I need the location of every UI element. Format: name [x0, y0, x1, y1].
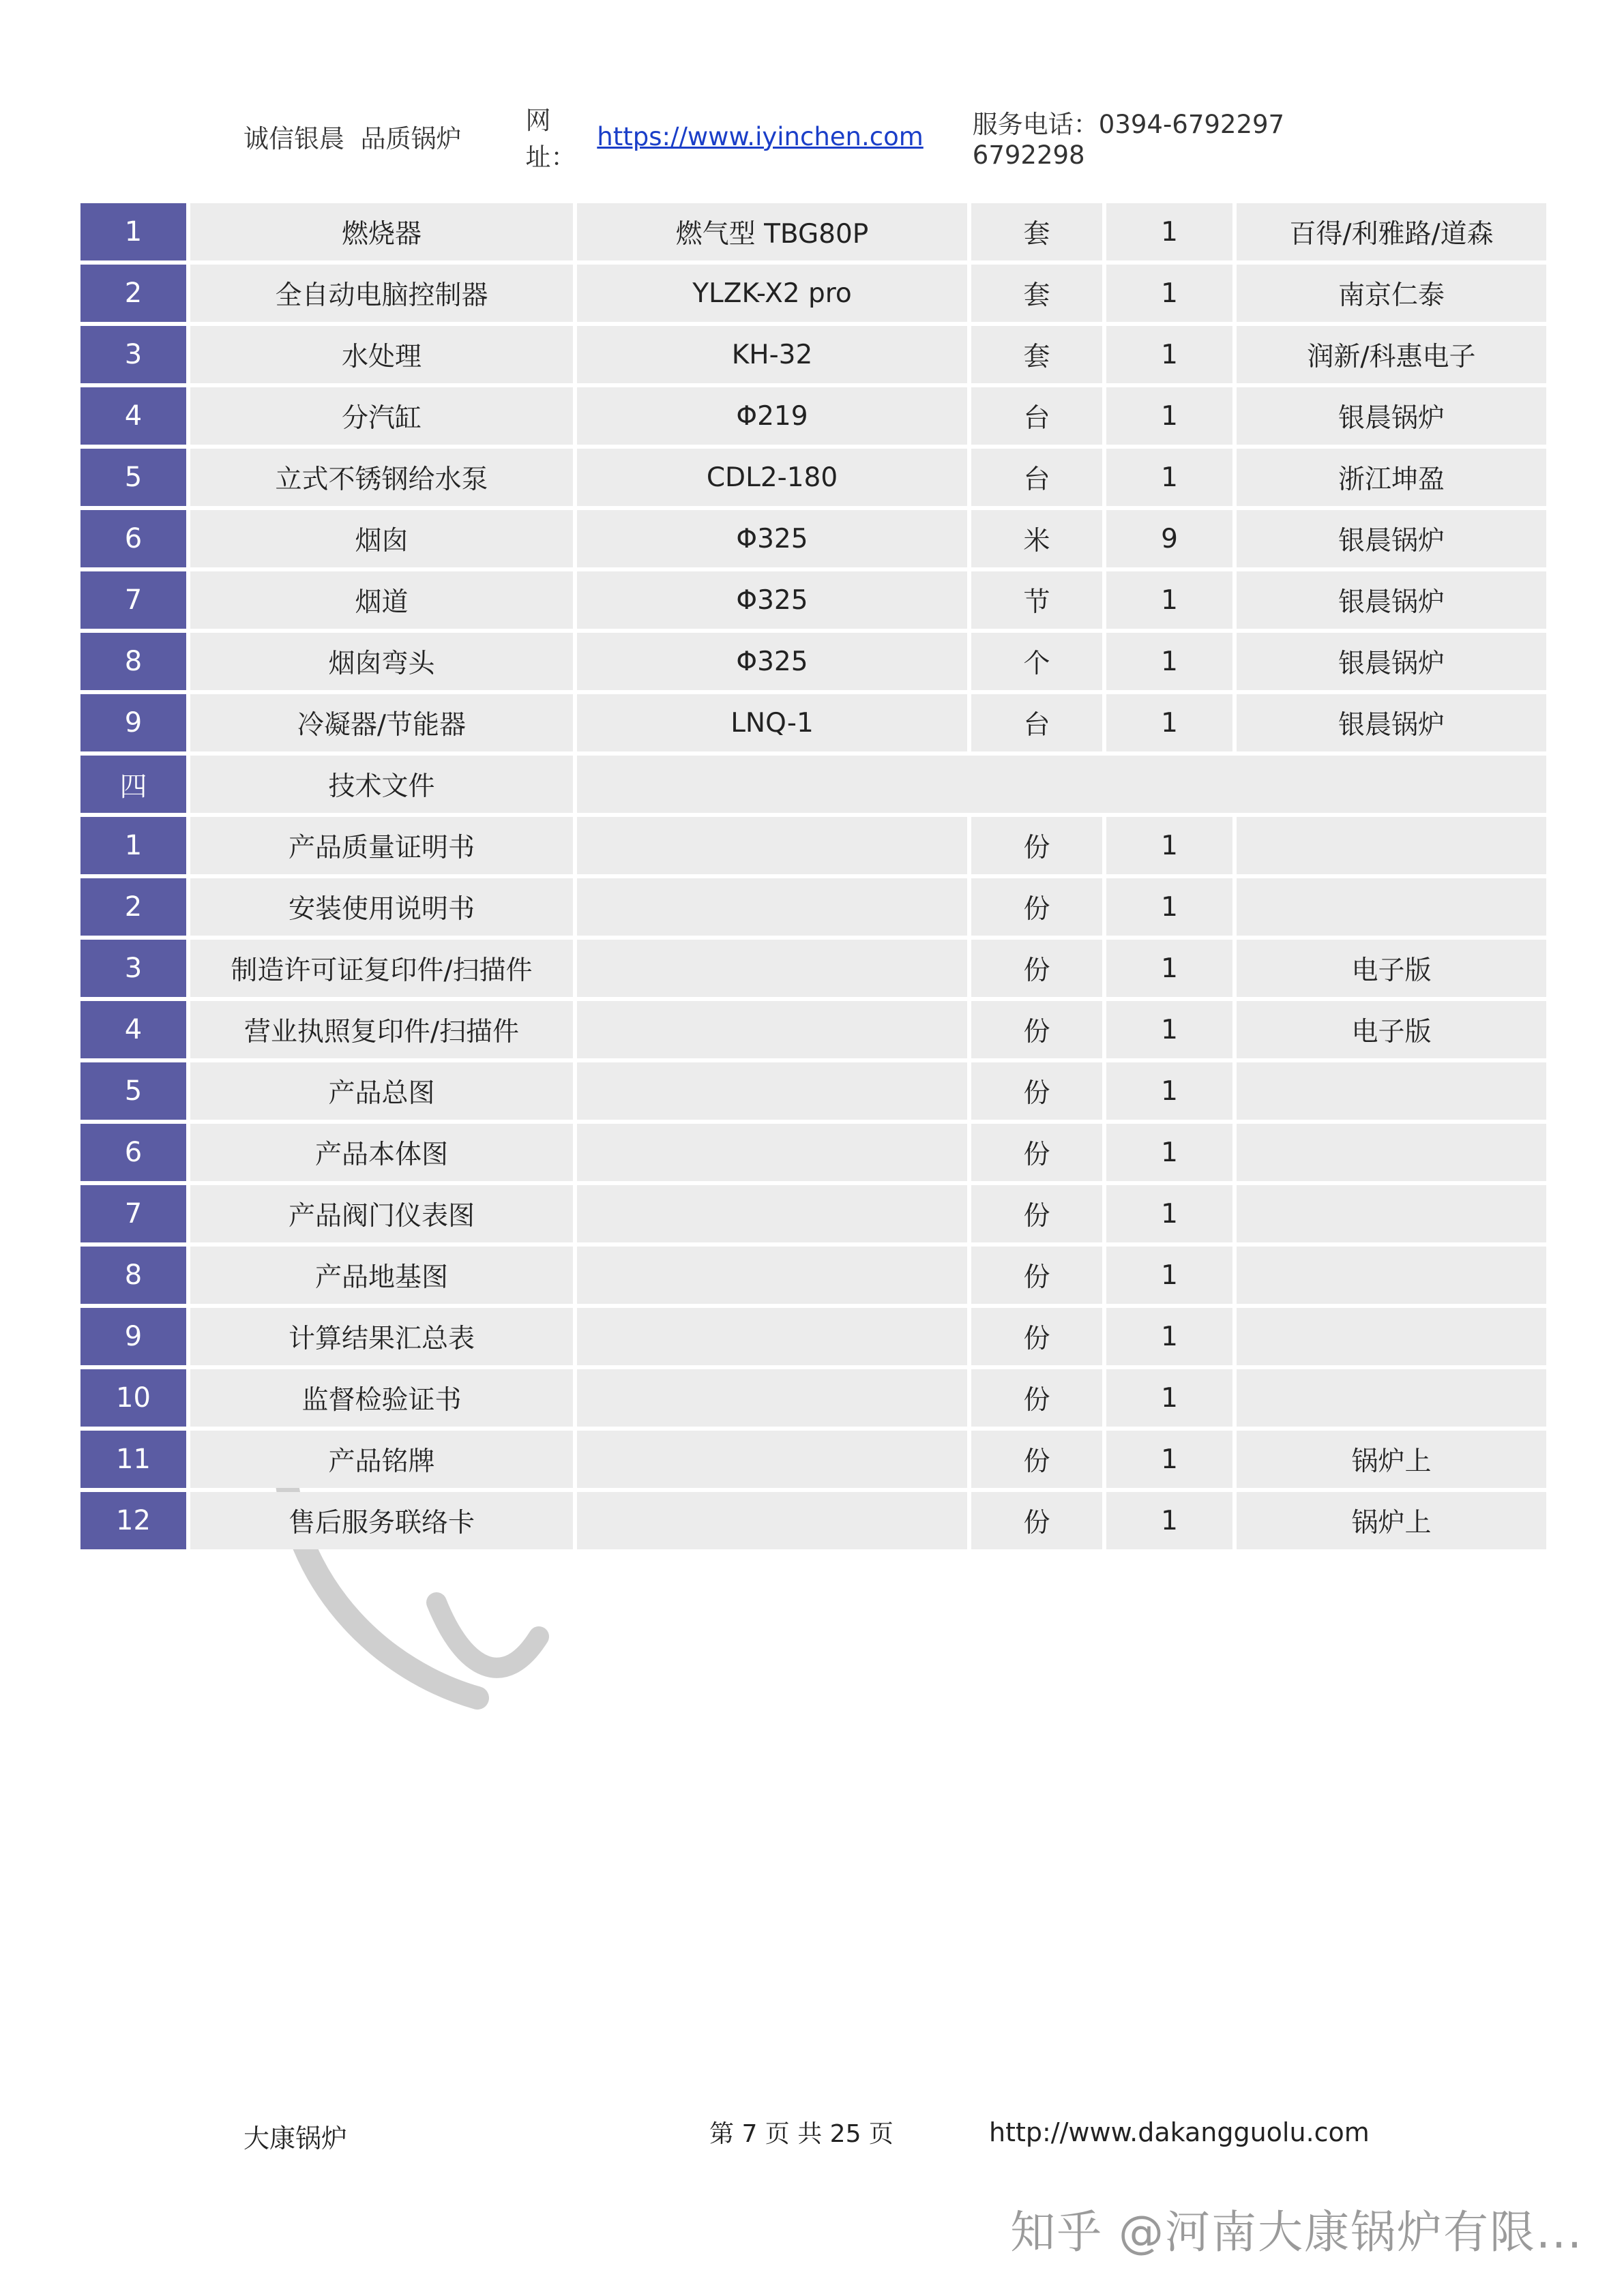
item-name-cell: 营业执照复印件/扫描件: [190, 1001, 573, 1058]
remark-cell: 百得/利雅路/道森: [1237, 203, 1546, 260]
page-number: 第 7 页 共 25 页: [709, 2120, 894, 2148]
row-number-cell: 11: [80, 1431, 186, 1488]
quantity-cell: 1: [1106, 1124, 1232, 1181]
item-name-cell: 产品总图: [190, 1062, 573, 1120]
remark-cell: 电子版: [1237, 1001, 1546, 1058]
unit-cell: 份: [971, 1492, 1102, 1549]
unit-cell: 套: [971, 326, 1102, 383]
unit-cell: 份: [971, 1124, 1102, 1181]
unit-cell: 个: [971, 633, 1102, 690]
remark-cell: 银晨锅炉: [1237, 571, 1546, 629]
model-cell: [577, 1185, 967, 1242]
remark-cell: 锅炉上: [1237, 1431, 1546, 1488]
service-phone: 服务电话：0394-6792297 6792298: [972, 109, 1285, 170]
footer-company: 大康锅炉: [243, 2123, 348, 2153]
quantity-cell: 1: [1106, 1062, 1232, 1120]
quantity-cell: 1: [1106, 817, 1232, 874]
quantity-cell: 1: [1106, 449, 1232, 506]
header-slogan: 诚信银晨 品质锅炉: [243, 124, 462, 153]
table-row: [80, 510, 1546, 567]
table-row: [80, 1492, 1546, 1549]
item-name-cell: 监督检验证书: [190, 1369, 573, 1427]
remark-cell: 银晨锅炉: [1237, 694, 1546, 751]
table-row: [80, 1247, 1546, 1304]
quantity-cell: 1: [1106, 633, 1232, 690]
model-cell: [577, 1431, 967, 1488]
item-name-cell: 分汽缸: [190, 387, 573, 445]
item-name-cell: 冷凝器/节能器: [190, 694, 573, 751]
website-link[interactable]: https://www.iyinchen.com: [597, 121, 924, 151]
remark-cell: [1237, 878, 1546, 936]
quantity-cell: 1: [1106, 1492, 1232, 1549]
remark-cell: 电子版: [1237, 940, 1546, 997]
remark-cell: [1237, 1124, 1546, 1181]
section-row: [80, 756, 1546, 813]
unit-cell: 米: [971, 510, 1102, 567]
model-cell: KH-32: [577, 326, 967, 383]
unit-cell: 台: [971, 387, 1102, 445]
quantity-cell: 1: [1106, 1369, 1232, 1427]
quantity-cell: 1: [1106, 1001, 1232, 1058]
unit-cell: 套: [971, 265, 1102, 322]
section-empty-cell: [577, 756, 1546, 813]
item-name-cell: 售后服务联络卡: [190, 1492, 573, 1549]
remark-cell: 润新/科惠电子: [1237, 326, 1546, 383]
unit-cell: 份: [971, 1062, 1102, 1120]
zhihu-watermark: 知乎 @河南大康锅炉有限...: [1010, 2206, 1583, 2258]
footer-url[interactable]: http://www.dakangguolu.com: [989, 2117, 1370, 2147]
remark-cell: 银晨锅炉: [1237, 387, 1546, 445]
row-number-cell: 6: [80, 1124, 186, 1181]
item-name-cell: 烟囱弯头: [190, 633, 573, 690]
section-title-cell: 技术文件: [190, 756, 573, 813]
unit-cell: 份: [971, 1001, 1102, 1058]
quantity-cell: 1: [1106, 1185, 1232, 1242]
row-number-cell: 7: [80, 571, 186, 629]
item-name-cell: 计算结果汇总表: [190, 1308, 573, 1365]
unit-cell: 份: [971, 1185, 1102, 1242]
quantity-cell: 1: [1106, 265, 1232, 322]
row-number-cell: 3: [80, 326, 186, 383]
remark-cell: 银晨锅炉: [1237, 633, 1546, 690]
row-number-cell: 6: [80, 510, 186, 567]
item-name-cell: 产品地基图: [190, 1247, 573, 1304]
table-row: [80, 449, 1546, 506]
remark-cell: [1237, 1369, 1546, 1427]
table-row: [80, 1369, 1546, 1427]
unit-cell: 份: [971, 1247, 1102, 1304]
table-row: [80, 694, 1546, 751]
row-number-cell: 8: [80, 633, 186, 690]
row-number-cell: 9: [80, 1308, 186, 1365]
row-number-cell: 1: [80, 203, 186, 260]
table-row: [80, 203, 1546, 260]
row-number-cell: 7: [80, 1185, 186, 1242]
quantity-cell: 1: [1106, 878, 1232, 936]
row-number-cell: 4: [80, 1001, 186, 1058]
unit-cell: 份: [971, 1431, 1102, 1488]
table-row: [80, 1185, 1546, 1242]
row-number-cell: 12: [80, 1492, 186, 1549]
item-name-cell: 全自动电脑控制器: [190, 265, 573, 322]
model-cell: [577, 940, 967, 997]
row-number-cell: 2: [80, 265, 186, 322]
row-number-cell: 9: [80, 694, 186, 751]
quantity-cell: 1: [1106, 571, 1232, 629]
model-cell: [577, 1308, 967, 1365]
table-row: [80, 1124, 1546, 1181]
unit-cell: 份: [971, 1308, 1102, 1365]
model-cell: [577, 1001, 967, 1058]
model-cell: [577, 1369, 967, 1427]
page-footer: [243, 2117, 1381, 2158]
unit-cell: 份: [971, 1369, 1102, 1427]
item-name-cell: 制造许可证复印件/扫描件: [190, 940, 573, 997]
quantity-cell: 1: [1106, 203, 1232, 260]
row-number-cell: 5: [80, 449, 186, 506]
remark-cell: 南京仁泰: [1237, 265, 1546, 322]
model-cell: [577, 878, 967, 936]
item-name-cell: 立式不锈钢给水泵: [190, 449, 573, 506]
unit-cell: 节: [971, 571, 1102, 629]
item-name-cell: 产品本体图: [190, 1124, 573, 1181]
website-label: 网址：: [525, 106, 576, 172]
item-name-cell: 产品质量证明书: [190, 817, 573, 874]
section-number-cell: 四: [80, 756, 186, 813]
model-cell: 燃气型 TBG80P: [577, 203, 967, 260]
model-cell: Φ219: [577, 387, 967, 445]
table-row: [80, 1308, 1546, 1365]
item-name-cell: 烟囱: [190, 510, 573, 567]
unit-cell: 份: [971, 878, 1102, 936]
remark-cell: [1237, 1247, 1546, 1304]
table-row: [80, 817, 1546, 874]
model-cell: Φ325: [577, 510, 967, 567]
remark-cell: [1237, 1185, 1546, 1242]
item-name-cell: 产品铭牌: [190, 1431, 573, 1488]
remark-cell: 浙江坤盈: [1237, 449, 1546, 506]
row-number-cell: 1: [80, 817, 186, 874]
remark-cell: 锅炉上: [1237, 1492, 1546, 1549]
unit-cell: 份: [971, 940, 1102, 997]
table-row: [80, 940, 1546, 997]
row-number-cell: 8: [80, 1247, 186, 1304]
model-cell: Φ325: [577, 633, 967, 690]
unit-cell: 台: [971, 449, 1102, 506]
quantity-cell: 1: [1106, 1431, 1232, 1488]
equipment-table: [76, 199, 1550, 1553]
remark-cell: [1237, 1308, 1546, 1365]
quantity-cell: 1: [1106, 387, 1232, 445]
model-cell: [577, 817, 967, 874]
unit-cell: 套: [971, 203, 1102, 260]
item-name-cell: 烟道: [190, 571, 573, 629]
quantity-cell: 1: [1106, 694, 1232, 751]
quantity-cell: 1: [1106, 940, 1232, 997]
remark-cell: [1237, 1062, 1546, 1120]
quantity-cell: 1: [1106, 326, 1232, 383]
quantity-cell: 1: [1106, 1247, 1232, 1304]
model-cell: [577, 1492, 967, 1549]
item-name-cell: 燃烧器: [190, 203, 573, 260]
item-name-cell: 产品阀门仪表图: [190, 1185, 573, 1242]
remark-cell: [1237, 817, 1546, 874]
table-row: [80, 326, 1546, 383]
model-cell: [577, 1062, 967, 1120]
table-row: [80, 1431, 1546, 1488]
model-cell: [577, 1124, 967, 1181]
model-cell: CDL2-180: [577, 449, 967, 506]
model-cell: YLZK-X2 pro: [577, 265, 967, 322]
table-row: [80, 1062, 1546, 1120]
equipment-table-body: [80, 203, 1546, 1549]
quantity-cell: 9: [1106, 510, 1232, 567]
table-row: [80, 633, 1546, 690]
unit-cell: 份: [971, 817, 1102, 874]
remark-cell: 银晨锅炉: [1237, 510, 1546, 567]
item-name-cell: 安装使用说明书: [190, 878, 573, 936]
page-header: [243, 106, 1381, 172]
table-row: [80, 387, 1546, 445]
model-cell: [577, 1247, 967, 1304]
model-cell: LNQ-1: [577, 694, 967, 751]
row-number-cell: 3: [80, 940, 186, 997]
table-row: [80, 571, 1546, 629]
unit-cell: 台: [971, 694, 1102, 751]
quantity-cell: 1: [1106, 1308, 1232, 1365]
row-number-cell: 4: [80, 387, 186, 445]
model-cell: Φ325: [577, 571, 967, 629]
item-name-cell: 水处理: [190, 326, 573, 383]
table-row: [80, 265, 1546, 322]
row-number-cell: 2: [80, 878, 186, 936]
row-number-cell: 5: [80, 1062, 186, 1120]
table-row: [80, 1001, 1546, 1058]
table-row: [80, 878, 1546, 936]
row-number-cell: 10: [80, 1369, 186, 1427]
